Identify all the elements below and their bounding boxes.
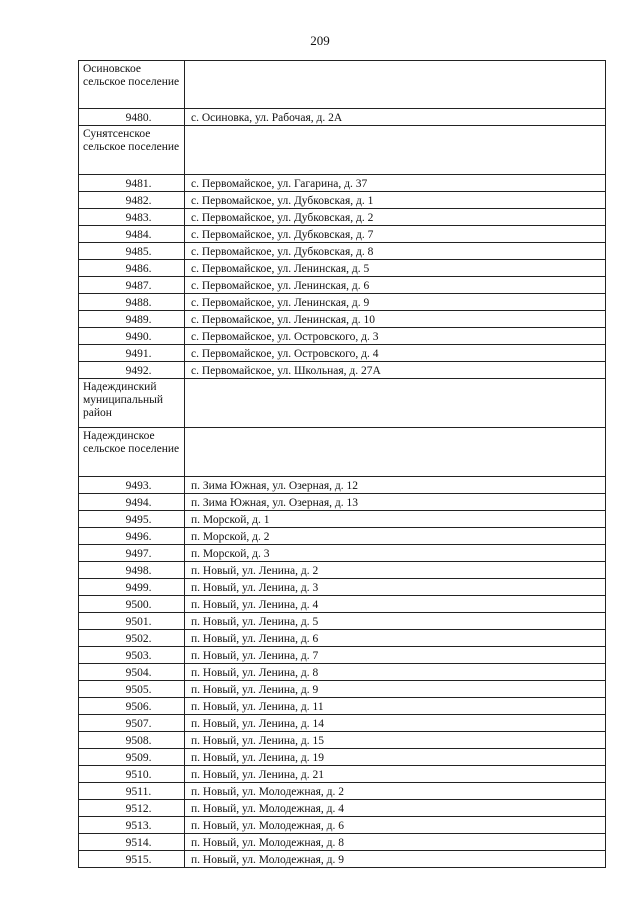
row-number: 9506. [79, 698, 185, 715]
row-address: п. Новый, ул. Ленина, д. 4 [185, 596, 606, 613]
row-number: 9495. [79, 511, 185, 528]
group-row [79, 61, 606, 109]
row-number: 9499. [79, 579, 185, 596]
row-number: 9491. [79, 345, 185, 362]
row-number: 9507. [79, 715, 185, 732]
row-address: п. Новый, ул. Ленина, д. 14 [185, 715, 606, 732]
group-empty-cell [185, 379, 606, 428]
group-empty-cell [185, 126, 606, 175]
row-address: п. Новый, ул. Молодежная, д. 2 [185, 783, 606, 800]
table-row [79, 783, 606, 800]
row-address: п. Новый, ул. Ленина, д. 5 [185, 613, 606, 630]
row-number: 9480. [79, 109, 185, 126]
row-address: п. Новый, ул. Ленина, д. 7 [185, 647, 606, 664]
row-address: п. Морской, д. 2 [185, 528, 606, 545]
table-row [79, 749, 606, 766]
row-address: п. Зима Южная, ул. Озерная, д. 12 [185, 477, 606, 494]
table-row [79, 545, 606, 562]
row-address: п. Новый, ул. Молодежная, д. 6 [185, 817, 606, 834]
table-row [79, 732, 606, 749]
row-address: с. Первомайское, ул. Дубковская, д. 7 [185, 226, 606, 243]
row-number: 9492. [79, 362, 185, 379]
row-number: 9512. [79, 800, 185, 817]
row-number: 9505. [79, 681, 185, 698]
group-row [79, 126, 606, 175]
row-number: 9501. [79, 613, 185, 630]
row-address: п. Новый, ул. Ленина, д. 2 [185, 562, 606, 579]
table-row [79, 579, 606, 596]
registry-table-body [79, 61, 606, 868]
table-row [79, 328, 606, 345]
row-address: п. Новый, ул. Ленина, д. 19 [185, 749, 606, 766]
row-address: п. Новый, ул. Ленина, д. 6 [185, 630, 606, 647]
table-row [79, 834, 606, 851]
row-address: с. Первомайское, ул. Дубковская, д. 2 [185, 209, 606, 226]
row-address: с. Первомайское, ул. Ленинская, д. 5 [185, 260, 606, 277]
table-row [79, 715, 606, 732]
row-number: 9497. [79, 545, 185, 562]
row-address: п. Новый, ул. Ленина, д. 15 [185, 732, 606, 749]
row-number: 9514. [79, 834, 185, 851]
group-row [79, 379, 606, 428]
table-row [79, 260, 606, 277]
row-address: п. Морской, д. 1 [185, 511, 606, 528]
table-row [79, 698, 606, 715]
table-row [79, 664, 606, 681]
row-address: п. Новый, ул. Ленина, д. 3 [185, 579, 606, 596]
row-number: 9509. [79, 749, 185, 766]
row-number: 9508. [79, 732, 185, 749]
row-address: п. Новый, ул. Ленина, д. 9 [185, 681, 606, 698]
group-label: Надеждинское сельское поселение [79, 428, 185, 477]
row-number: 9513. [79, 817, 185, 834]
table-row [79, 528, 606, 545]
table-row [79, 681, 606, 698]
row-number: 9482. [79, 192, 185, 209]
row-number: 9490. [79, 328, 185, 345]
row-number: 9488. [79, 294, 185, 311]
row-address: с. Осиновка, ул. Рабочая, д. 2А [185, 109, 606, 126]
row-number: 9502. [79, 630, 185, 647]
row-number: 9494. [79, 494, 185, 511]
table-row [79, 766, 606, 783]
group-empty-cell [185, 61, 606, 109]
row-number: 9511. [79, 783, 185, 800]
row-address: с. Первомайское, ул. Островского, д. 4 [185, 345, 606, 362]
table-row [79, 311, 606, 328]
table-row [79, 630, 606, 647]
row-number: 9486. [79, 260, 185, 277]
table-row [79, 192, 606, 209]
group-label: Надеждинский муниципальный район [79, 379, 185, 428]
table-row [79, 647, 606, 664]
row-number: 9510. [79, 766, 185, 783]
row-number: 9485. [79, 243, 185, 260]
row-address: с. Первомайское, ул. Дубковская, д. 1 [185, 192, 606, 209]
table-row [79, 851, 606, 868]
table-row [79, 511, 606, 528]
row-number: 9500. [79, 596, 185, 613]
row-number: 9503. [79, 647, 185, 664]
group-row [79, 428, 606, 477]
row-address: п. Морской, д. 3 [185, 545, 606, 562]
page-number: 209 [310, 33, 330, 48]
table-row [79, 613, 606, 630]
row-address: с. Первомайское, ул. Ленинская, д. 9 [185, 294, 606, 311]
table-row [79, 277, 606, 294]
row-number: 9483. [79, 209, 185, 226]
row-address: с. Первомайское, ул. Ленинская, д. 10 [185, 311, 606, 328]
table-row [79, 562, 606, 579]
table-row [79, 345, 606, 362]
table-row [79, 800, 606, 817]
row-address: с. Первомайское, ул. Ленинская, д. 6 [185, 277, 606, 294]
row-address: с. Первомайское, ул. Островского, д. 3 [185, 328, 606, 345]
row-number: 9496. [79, 528, 185, 545]
group-empty-cell [185, 428, 606, 477]
row-address: с. Первомайское, ул. Дубковская, д. 8 [185, 243, 606, 260]
table-row [79, 477, 606, 494]
row-address: с. Первомайское, ул. Школьная, д. 27А [185, 362, 606, 379]
row-address: с. Первомайское, ул. Гагарина, д. 37 [185, 175, 606, 192]
row-number: 9484. [79, 226, 185, 243]
table-row [79, 362, 606, 379]
table-row [79, 596, 606, 613]
address-registry-table [78, 60, 606, 868]
row-address: п. Новый, ул. Ленина, д. 8 [185, 664, 606, 681]
table-row [79, 243, 606, 260]
table-row [79, 109, 606, 126]
row-number: 9487. [79, 277, 185, 294]
table-row [79, 817, 606, 834]
row-address: п. Новый, ул. Ленина, д. 11 [185, 698, 606, 715]
row-number: 9515. [79, 851, 185, 868]
row-number: 9489. [79, 311, 185, 328]
table-row [79, 175, 606, 192]
group-label: Сунятсенское сельское поселение [79, 126, 185, 175]
row-address: п. Новый, ул. Молодежная, д. 8 [185, 834, 606, 851]
row-address: п. Зима Южная, ул. Озерная, д. 13 [185, 494, 606, 511]
row-address: п. Новый, ул. Ленина, д. 21 [185, 766, 606, 783]
row-address: п. Новый, ул. Молодежная, д. 9 [185, 851, 606, 868]
group-label: Осиновское сельское поселение [79, 61, 185, 109]
table-row [79, 294, 606, 311]
table-row [79, 494, 606, 511]
table-row [79, 209, 606, 226]
row-address: п. Новый, ул. Молодежная, д. 4 [185, 800, 606, 817]
row-number: 9498. [79, 562, 185, 579]
row-number: 9504. [79, 664, 185, 681]
row-number: 9481. [79, 175, 185, 192]
row-number: 9493. [79, 477, 185, 494]
table-row [79, 226, 606, 243]
